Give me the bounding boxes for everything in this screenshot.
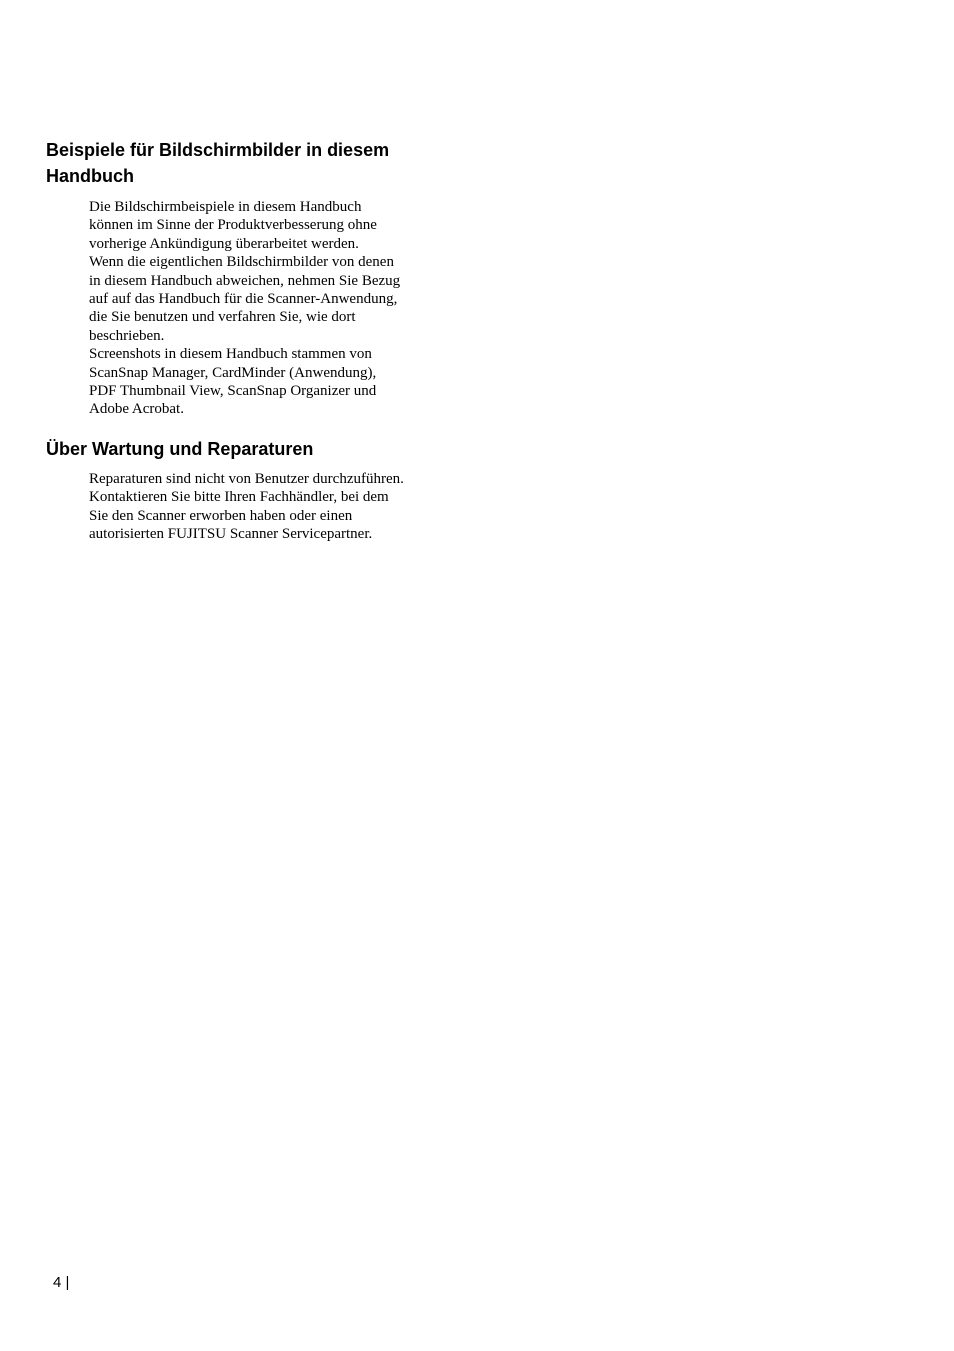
page-number: 4 | [53, 1274, 70, 1291]
text-line: in diesem Handbuch abweichen, nehmen Sie Bezug [89, 272, 401, 289]
section-heading-screenshots [46, 137, 446, 189]
section-heading-screenshots-line2: Handbuch [46, 166, 134, 186]
text-line: autorisierten FUJITSU Scanner Servicepartner. [89, 526, 373, 543]
text-line: Screenshots in diesem Handbuch stammen von [89, 346, 372, 363]
section-heading-maintenance: Über Wartung und Reparaturen [46, 439, 314, 459]
text-line: Adobe Acrobat. [89, 401, 184, 418]
text-line: auf auf das Handbuch für die Scanner-Anwendung, [89, 291, 398, 308]
text-line: die Sie benutzen und verfahren Sie, wie dort [89, 309, 356, 326]
text-line: PDF Thumbnail View, ScanSnap Organizer und [89, 383, 377, 400]
text-line: Sie den Scanner erworben haben oder einen [89, 507, 353, 524]
text-line: beschrieben. [89, 327, 165, 344]
text-line: Reparaturen sind nicht von Benutzer durchzuführen. [89, 471, 404, 487]
section-body-screenshots [89, 198, 449, 419]
text-line: Die Bildschirmbeispiele in diesem Handbuch [89, 199, 362, 215]
section-heading-screenshots-line1: Beispiele für Bildschirmbilder in diesem [46, 140, 390, 160]
text-line: können im Sinne der Produktverbesserung ohne [89, 217, 377, 234]
text-line: Wenn die eigentlichen Bildschirmbilder von denen [89, 254, 394, 271]
text-line: Kontaktieren Sie bitte Ihren Fachhändler, bei dem [89, 489, 389, 506]
section-body-maintenance [89, 470, 449, 544]
text-line: ScanSnap Manager, CardMinder (Anwendung), [89, 364, 377, 381]
text-line: vorherige Ankündigung überarbeitet werden. [89, 235, 359, 252]
